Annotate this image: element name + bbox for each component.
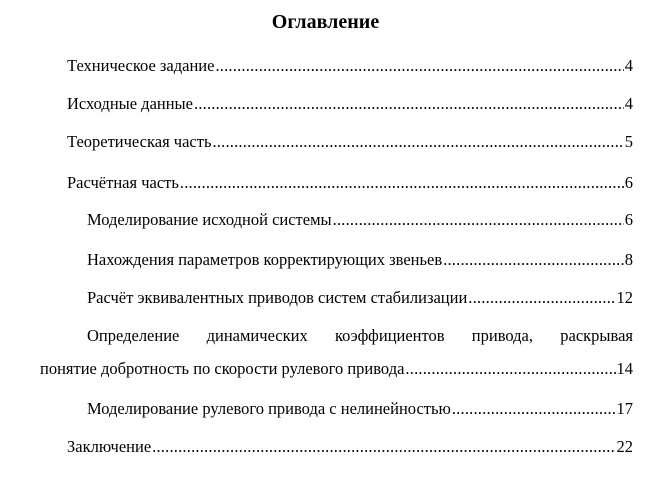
toc-entry-page: 4: [624, 94, 633, 113]
toc-entry-label: Техническое задание: [67, 56, 215, 75]
toc-entry-label: Исходные данные: [67, 94, 193, 113]
toc-title: Оглавление: [271, 11, 380, 33]
toc-entry-technical-task[interactable]: [67, 55, 633, 77]
dot-leader: [152, 436, 615, 458]
dot-leader: [180, 172, 624, 194]
toc-entry-page: 4: [624, 56, 633, 75]
toc-entry-initial-data[interactable]: [67, 93, 633, 115]
toc-entry-dynamic-coefficients[interactable]: [40, 358, 633, 380]
toc-entry-nonlinear-drive[interactable]: [87, 398, 633, 420]
toc-entry-modeling-initial[interactable]: [87, 209, 633, 231]
toc-entry-page: 8: [624, 250, 633, 269]
toc-entry-label: Расчётная часть: [67, 173, 179, 192]
toc-entry-page: 22: [616, 437, 633, 456]
toc-entry-equivalent-drives[interactable]: [87, 287, 633, 309]
toc-entry-label: Теоретическая часть: [67, 132, 212, 151]
toc-entry-page: 5: [624, 132, 633, 151]
dot-leader: [333, 209, 624, 231]
toc-entry-page: 14: [616, 359, 633, 378]
toc-entry-page: 6: [624, 210, 633, 229]
toc-entry-page: 17: [616, 399, 633, 418]
dot-leader: [405, 358, 615, 380]
dot-leader: [212, 131, 623, 153]
toc-entry-label: Заключение: [67, 437, 152, 456]
toc-entry-theory[interactable]: [67, 131, 633, 153]
dot-leader: [443, 249, 624, 271]
dot-leader: [468, 287, 615, 309]
toc-entry-correcting-links[interactable]: [87, 249, 633, 271]
dot-leader: [452, 398, 616, 420]
toc-entry-conclusion[interactable]: [67, 436, 633, 458]
toc-entry-label: Моделирование исходной системы: [87, 210, 332, 229]
toc-entry-label: понятие добротность по скорости рулевого привода: [40, 359, 405, 378]
toc-entry-label: Расчёт эквивалентных приводов систем стабилизации: [87, 288, 468, 307]
toc-entry-dynamic-coefficients-line1[interactable]: Определение динамических коэффициентов привода, раскрывая: [87, 326, 633, 345]
toc-entry-page: 6: [624, 173, 633, 192]
toc-entry-label: Моделирование рулевого привода с нелинейностью: [87, 399, 451, 418]
dot-leader: [215, 55, 623, 77]
toc-entry-page: 12: [616, 288, 633, 307]
toc-entry-label: Нахождения параметров корректирующих звеньев: [87, 250, 443, 269]
toc-entry-calculation[interactable]: [67, 172, 633, 194]
dot-leader: [194, 93, 624, 115]
